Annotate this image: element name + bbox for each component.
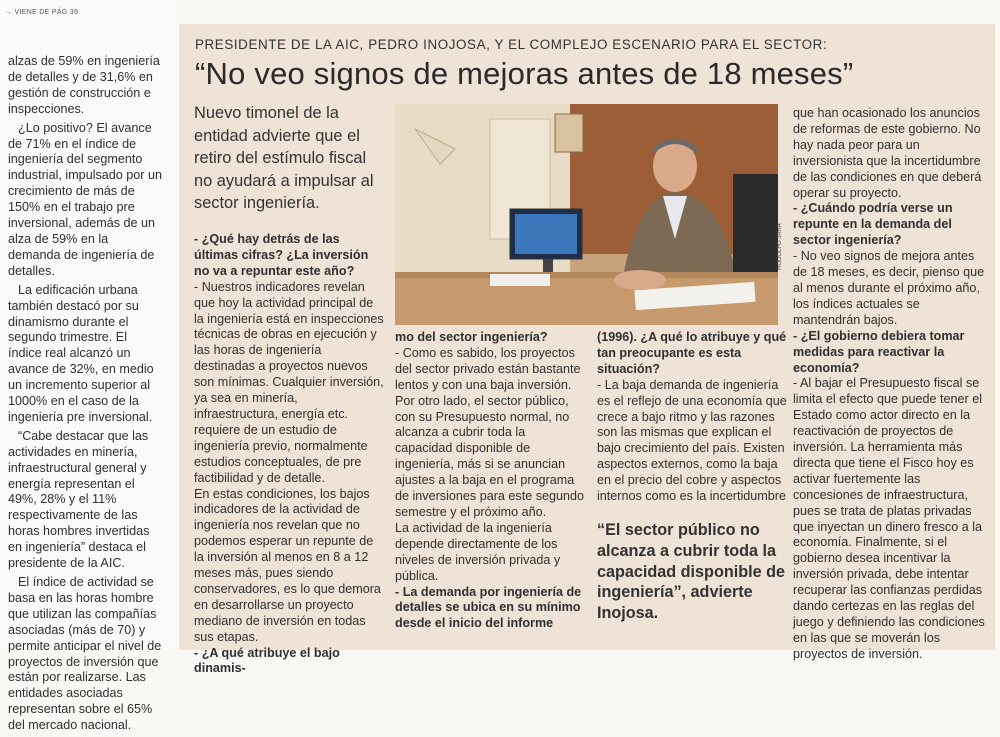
interview-column-2 — [395, 330, 585, 632]
question: (1996). ¿A qué lo atribuye y qué tan preocupante es esta situación? — [597, 330, 787, 376]
intro-deck: Nuevo timonel de la entidad advierte que el retiro del estímulo fiscal no ayudará a impulsar al sector ingeniería. — [194, 104, 374, 212]
left-paragraph: La edificación urbana también destacó por su dinamismo durante el segundo trimestre. El índice real alcanzó un avance de 32%, en medio un incremento superior al 1000% en el caso de la ingeniería pre inversional. — [8, 282, 154, 424]
answer: La actividad de la ingeniería depende directamente de los niveles de inversión privada y pública. — [395, 520, 561, 583]
answer: - La baja demanda de ingeniería es el reflejo de una economía que crece a bajo ritmo y las razones son las mismas que explican el bajo crecimiento del país. Existen aspectos externos, como la baja en el precio del cobre y aspectos internos como es la incertidumbre — [597, 377, 787, 504]
headline: “No veo signos de mejoras antes de 18 meses” — [195, 56, 854, 91]
left-paragraph: ¿Lo positivo? El avance de 71% en el índice de ingeniería del segmento industrial, impulsado por un crecimiento de más de 150% en el trabajo pre inversional, además de un alza de 59% en la demanda de ingeniería de detalles. — [8, 120, 163, 278]
left-paragraph: El índice de actividad se basa en las horas hombre que utilizan las compañías asociadas (más de 70) y permite anticipar el nivel de proyectos de inversión que están por realizarse. Las entidades asociadas representan sobre el 65% del mercado nacional. — [8, 575, 162, 733]
answer: En estas condiciones, los bajos indicadores de la actividad de ingeniería nos revelan que no podemos esperar un repunte de la inversión al menos en 8 a 12 meses más, pues siendo conservadores, es lo que demora en desarrollarse un proyecto mediano de inversión en todas sus etapas. — [194, 486, 381, 644]
interview-column-1 — [194, 232, 385, 677]
portrait-photo — [395, 104, 778, 325]
left-article-column — [8, 54, 162, 737]
question: mo del sector ingeniería? — [395, 330, 548, 344]
kicker: PRESIDENTE DE LA AIC, PEDRO INOJOSA, Y EL COMPLEJO ESCENARIO PARA EL SECTOR: — [195, 37, 828, 52]
answer: - No veo signos de mejora antes de 18 meses, es decir, pienso que al menos durante el próximo año, los índices actuales se mantendrán bajos. — [793, 249, 985, 327]
question: - ¿A qué atribuye el bajo dinamis- — [194, 645, 340, 676]
left-paragraph: “Cabe destacar que las actividades en minería, infraestructural general y energía representan el 49%, 28% y el 11% respectivamente de las horas hombres invertidas en ingeniería” destaca el presidente de la AIC. — [8, 428, 150, 571]
answer: - Como es sabido, los proyectos del sector privado están bastante lentos y con una baja inversión. Por otro lado, el sector público, con su Presupuesto normal, no alcanza a cubrir toda la capacidad disponible de ingeniería, más si se anuncian ajustes a la baja en el programa de inversiones para este segundo semestre y el próximo año. — [395, 345, 585, 519]
left-paragraph: alzas de 59% en ingeniería de detalles y de 31,6% en gestión de construcción e inspecciones. — [8, 54, 160, 116]
jump-label: → VIENE DE PÁG 39 — [5, 9, 79, 16]
answer: - Al bajar el Presupuesto fiscal se limita el efecto que puede tener el Estado como actor directo en la reactivación de proyectos de inversión. La herramienta más directa que tiene el Fisco hoy es activar fuertemente las concesiones de infraestructura, pues se trata de platas privadas que inyectan un dinero fresco a la economía. Finalmente, si el gobierno desea incentivar la inversión privada, debe intentar recuperar las confianzas perdidas dando certezas en las reglas del juego y definiendo las condiciones en las que se moverán los proyectos de inversión. — [793, 376, 985, 661]
office-photo-illustration — [395, 104, 778, 325]
question: - ¿Cuándo podría verse un repunte en la demanda del sector ingeniería? — [793, 201, 953, 248]
left-column-area — [0, 0, 175, 733]
question: - ¿Qué hay detrás de las últimas cifras? ¿La inversión no va a repuntar este año? — [194, 232, 369, 278]
interview-column-4 — [793, 106, 986, 663]
question: - ¿El gobierno debiera tomar medidas para reactivar la economía? — [793, 328, 965, 375]
interview-column-3 — [597, 330, 787, 505]
question: - La demanda por ingeniería de detalles se ubica en su mínimo desde el inicio del informe — [395, 584, 582, 631]
pull-quote: “El sector público no alcanza a cubrir toda la capacidad disponible de ingeniería”, advierte Inojosa. — [597, 521, 785, 623]
photo-credit: RODOLFO JARA — [777, 223, 783, 270]
answer: - Nuestros indicadores revelan que hoy la actividad principal de la ingeniería está en inspecciones técnicas de obras en ejecución y las horas de ingeniería destinadas a proyectos nuevos son mínimas. Cualquier inversión, ya sea en minería, infraestructura, energía etc. requiere de un estudio de ingeniería previo, normalmente estudios conceptuales, de pre factibilidad y de detalle. — [194, 279, 384, 485]
answer: que han ocasionado los anuncios de reformas de este gobierno. No hay nada peor para un inversionista que la incertidumbre de las condiciones en que deberá operar su proyecto. — [793, 106, 982, 200]
